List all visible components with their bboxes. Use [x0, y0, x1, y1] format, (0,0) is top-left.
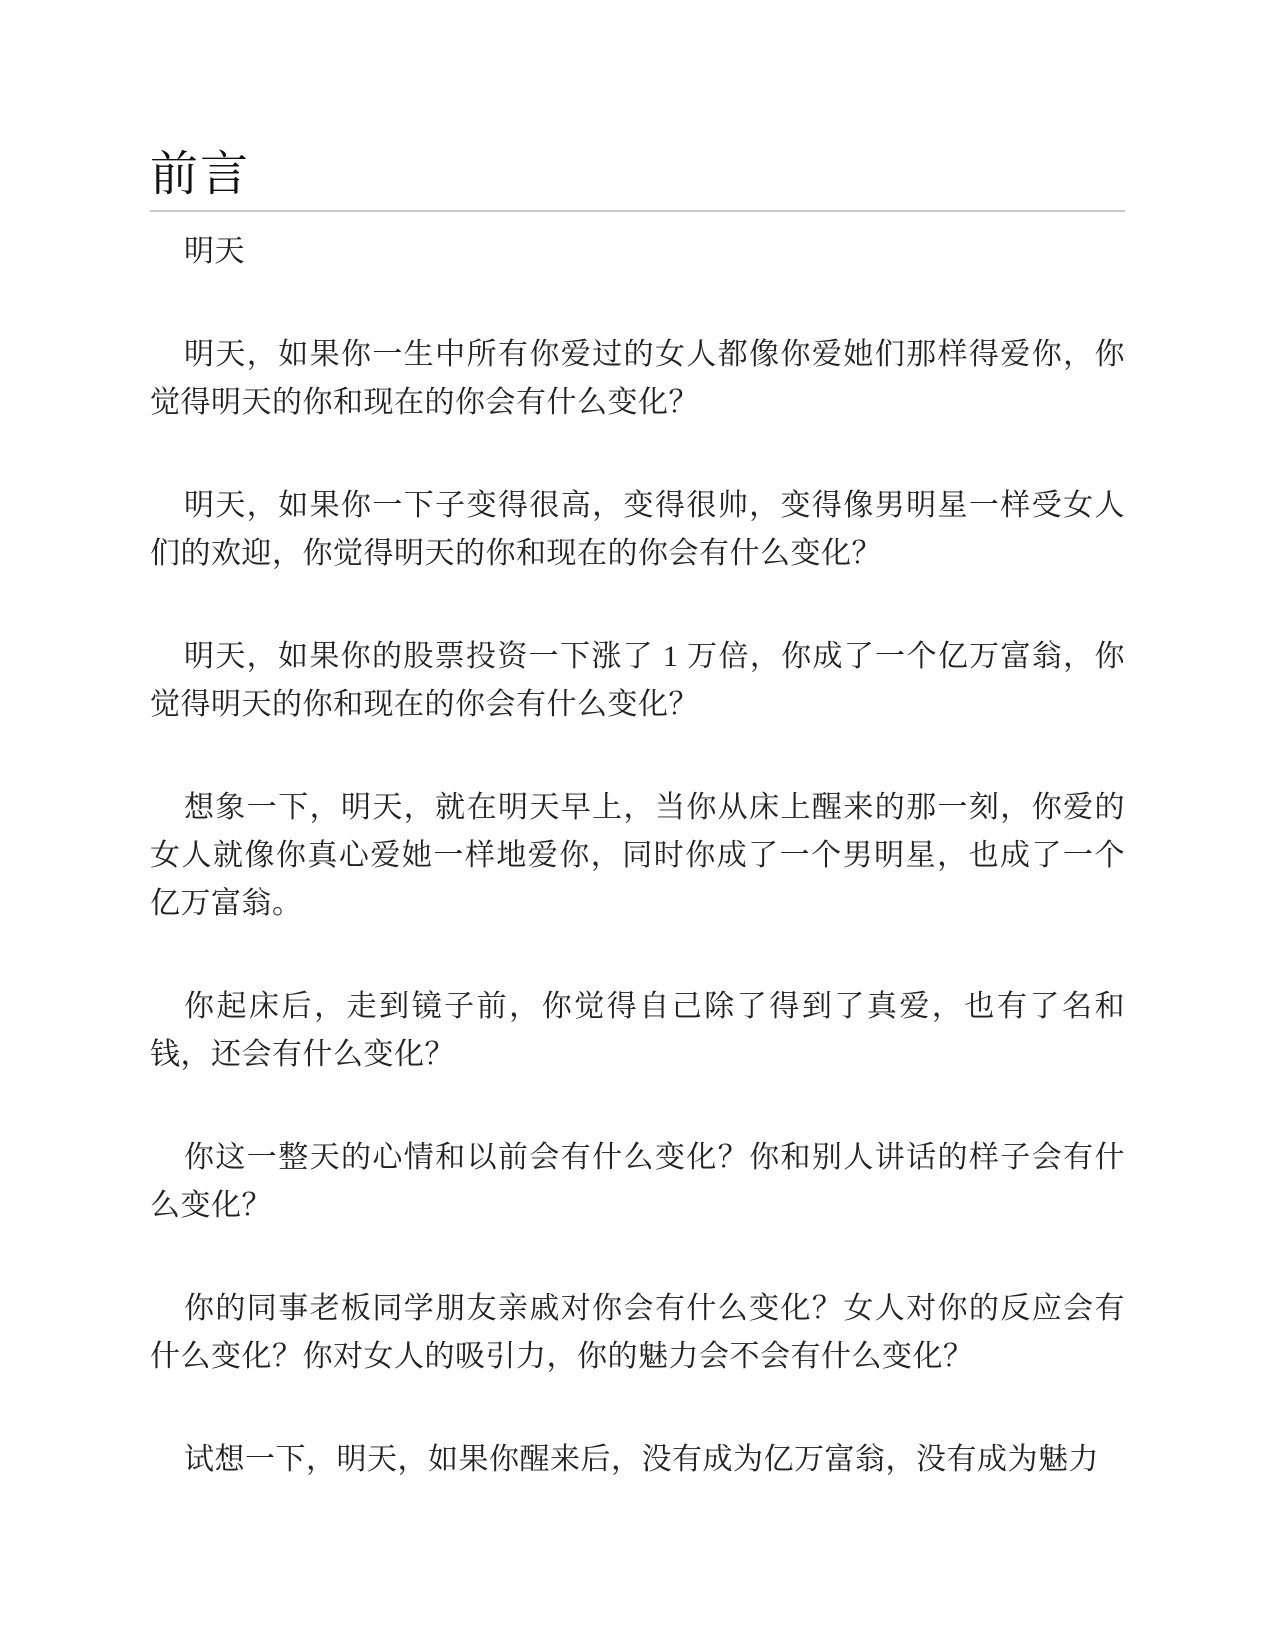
page-title: 前言	[150, 148, 251, 201]
body-paragraph: 明天，如果你一下子变得很高，变得很帅，变得像男明星一样受女人们的欢迎，你觉得明天的你和现在的你会有什么变化？	[150, 488, 1125, 570]
page-content	[150, 0, 1125, 1539]
body-paragraph: 想象一下，明天，就在明天早上，当你从床上醒来的那一刻，你爱的女人就像你真心爱她一样地爱你，同时你成了一个男明星，也成了一个亿万富翁。	[150, 790, 1125, 920]
body-paragraph: 试想一下，明天，如果你醒来后，没有成为亿万富翁，没有成为魅力	[184, 1442, 1099, 1476]
title-rule	[150, 210, 1125, 212]
body-paragraph: 明天	[184, 234, 245, 268]
body-paragraph: 明天，如果你一生中所有你爱过的女人都像你爱她们那样得爱你，你觉得明天的你和现在的你会有什么变化？	[150, 337, 1125, 419]
body-paragraph: 你这一整天的心情和以前会有什么变化？你和别人讲话的样子会有什么变化？	[150, 1140, 1125, 1222]
body-paragraph: 明天，如果你的股票投资一下涨了 1 万倍，你成了一个亿万富翁，你觉得明天的你和现在的你会有什么变化？	[150, 639, 1125, 721]
body-paragraph: 你起床后，走到镜子前，你觉得自己除了得到了真爱，也有了名和钱，还会有什么变化？	[150, 989, 1125, 1071]
body-text	[150, 228, 1125, 1484]
body-paragraph: 你的同事老板同学朋友亲戚对你会有什么变化？女人对你的反应会有什么变化？你对女人的吸引力，你的魅力会不会有什么变化？	[150, 1291, 1125, 1373]
